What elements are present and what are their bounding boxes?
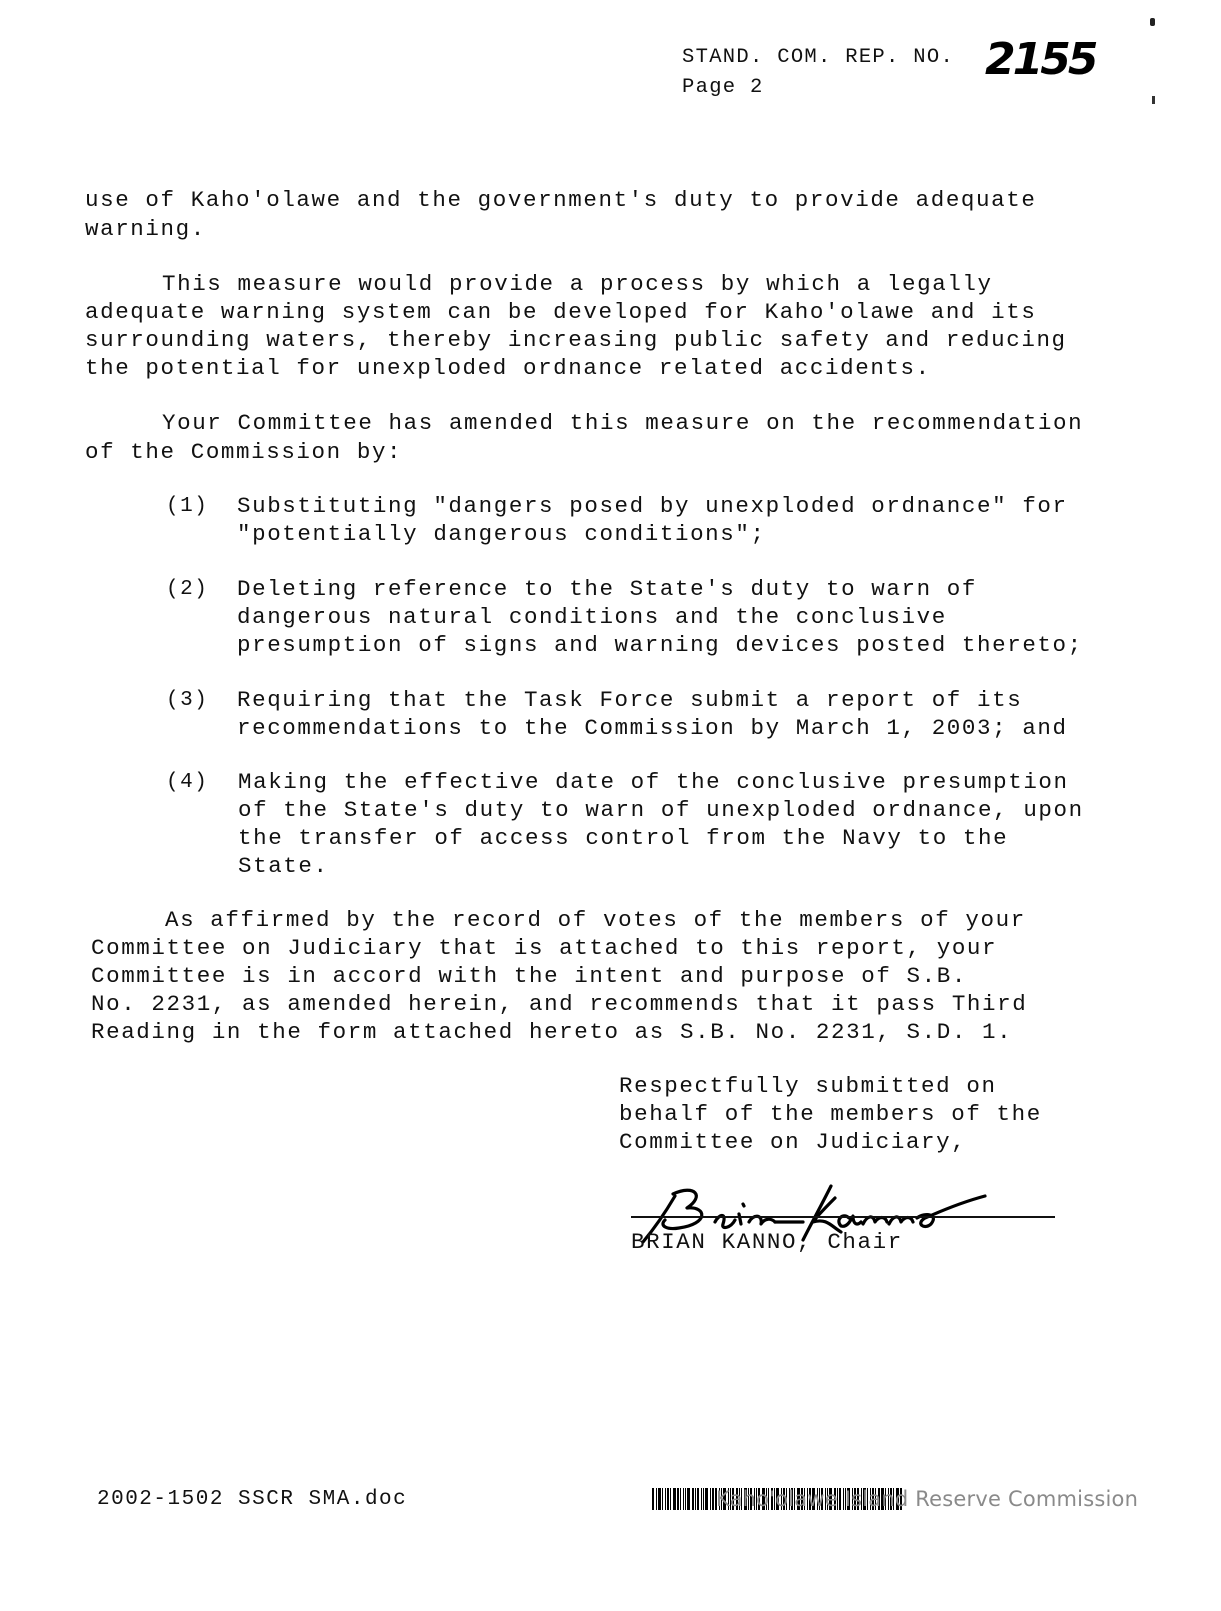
text-line: Deleting reference to the State's duty to warn of — [237, 576, 978, 602]
text-line: This measure would provide a process by which a legally — [162, 271, 993, 297]
text-line: Requiring that the Task Force submit a report of its — [237, 687, 1023, 713]
text-line: Committee is in accord with the intent and purpose of S.B. — [91, 963, 967, 989]
barcode-bar — [665, 1488, 666, 1510]
barcode-bar — [692, 1488, 694, 1510]
text-line: Committee on Judiciary, — [619, 1129, 967, 1155]
text-line: recommendations to the Commission by March 1, 2003; and — [237, 715, 1068, 741]
scan-mark — [1152, 96, 1155, 104]
page-number: Page 2 — [682, 76, 764, 99]
text-line: Reading in the form attached hereto as S.B. No. 2231, S.D. 1. — [91, 1019, 1013, 1045]
barcode-bar — [683, 1488, 684, 1510]
barcode-bar — [710, 1488, 711, 1510]
text-line: Committee on Judiciary that is attached to this report, your — [91, 935, 998, 961]
barcode-bar — [652, 1488, 654, 1510]
text-line: of the State's duty to warn of unexploded ordnance, upon — [238, 797, 1084, 823]
text-line: use of Kaho'olawe and the government's duty to provide adequate — [85, 187, 1037, 213]
text-line: dangerous natural conditions and the conclusive — [237, 604, 947, 630]
barcode-bar — [680, 1488, 681, 1510]
barcode-bar — [687, 1488, 690, 1510]
signer-name: BRIAN KANNO, Chair — [631, 1229, 903, 1255]
barcode-bar — [697, 1488, 699, 1510]
list-item-number: (4) — [166, 771, 209, 794]
list-item-number: (3) — [166, 689, 209, 712]
report-number-label: STAND. COM. REP. NO. — [682, 46, 955, 69]
text-line: State. — [238, 853, 329, 879]
text-line: Making the effective date of the conclusive presumption — [238, 769, 1069, 795]
barcode-bar — [712, 1488, 714, 1510]
barcode-bar — [662, 1488, 663, 1510]
barcode-bar — [673, 1488, 676, 1510]
text-line: Substituting "dangers posed by unexploded ordnance" for — [237, 493, 1068, 519]
text-line: surrounding waters, thereby increasing public safety and reducing — [85, 327, 1067, 353]
document-filename: 2002-1502 SSCR SMA.doc — [97, 1488, 408, 1511]
text-line: As affirmed by the record of votes of the members of your — [165, 907, 1026, 933]
barcode-bar — [695, 1488, 696, 1510]
text-line: warning. — [85, 216, 206, 242]
archive-watermark: Kaho'olawe Island Reserve Commission — [716, 1487, 1139, 1511]
text-line: Respectfully submitted on — [619, 1073, 997, 1099]
barcode-bar — [677, 1488, 679, 1510]
text-line: "potentially dangerous conditions"; — [237, 521, 766, 547]
signature-line — [631, 1216, 1055, 1218]
list-item-number: (2) — [166, 578, 209, 601]
text-line: behalf of the members of the — [619, 1101, 1042, 1127]
barcode-bar — [658, 1488, 661, 1510]
barcode-bar — [705, 1488, 708, 1510]
barcode-bar — [667, 1488, 669, 1510]
text-line: Your Committee has amended this measure on the recommendation — [162, 410, 1084, 436]
barcode-bar — [703, 1488, 704, 1510]
text-line: No. 2231, as amended herein, and recommends that it pass Third — [91, 991, 1028, 1017]
report-number-handwritten: 2155 — [985, 34, 1096, 85]
list-item-number: (1) — [166, 495, 209, 518]
text-line: of the Commission by: — [85, 439, 403, 465]
barcode-bar — [656, 1488, 657, 1510]
text-line: presumption of signs and warning devices posted thereto; — [237, 632, 1083, 658]
scan-mark — [1150, 18, 1155, 26]
text-line: the potential for unexploded ordnance related accidents. — [85, 355, 931, 381]
barcode-bar — [701, 1488, 702, 1510]
barcode-bar — [670, 1488, 671, 1510]
text-line: adequate warning system can be developed for Kaho'olawe and its — [85, 299, 1037, 325]
barcode-bar — [685, 1488, 686, 1510]
text-line: the transfer of access control from the Navy to the — [238, 825, 1009, 851]
